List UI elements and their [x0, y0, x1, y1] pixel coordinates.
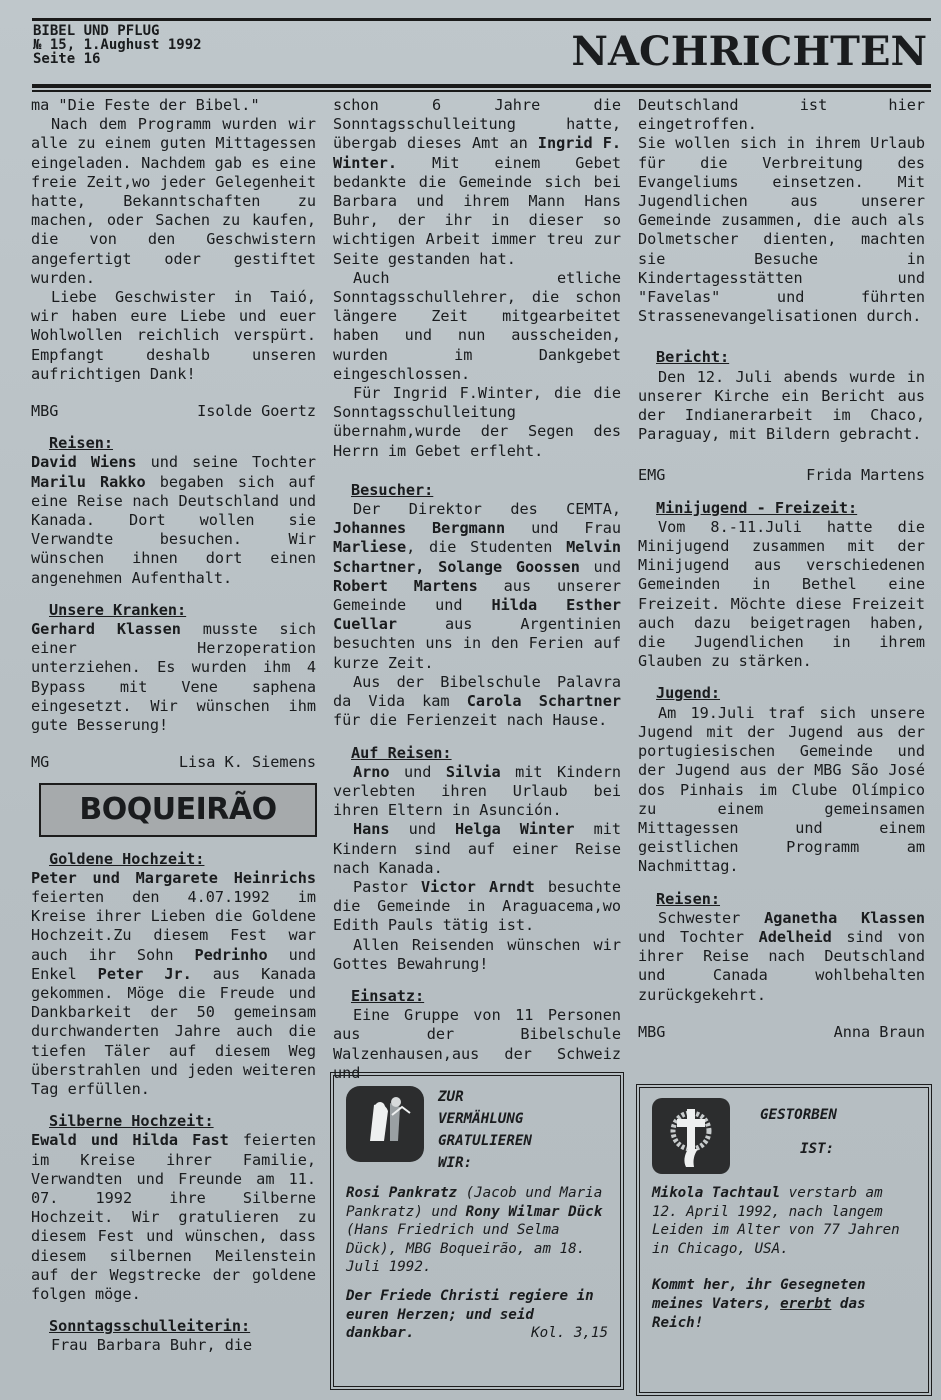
bible-verse: Kommt her, ihr Gesegneten meines Vaters, ererbt das Reich! [652, 1277, 866, 1331]
paragraph: Hans und Helga Winter mit Kindern sind auf einer Reise nach Kanada. [333, 820, 622, 877]
obituary-text: Mikola Tachtaul verstarb am 12. April 1992, nach langem Leiden im Alter von 77 Jahren in Chicago, USA. [652, 1185, 900, 1257]
signature-church: MBG [31, 402, 59, 421]
issue-number: № 15, 1.Aughust 1992 [33, 37, 202, 53]
heading-kranken: Unsere Kranken: [49, 600, 187, 619]
paragraph: Deutschland ist hier eingetroffen. [638, 96, 925, 134]
paragraph: Sie wollen sich in ihrem Urlaub für die Verbreitung des Evangeliums einsetzen. Mit Jugendlichen aus unserer Gemeinde zusammen, die auch als Dolmetscher dienten, machten sie Besuche in Kindertagesstätten und "Favelas" und führten Strassenevangelisationen durch. [638, 134, 925, 326]
column-2 [333, 96, 621, 1083]
top-rule [32, 18, 931, 21]
signature [31, 753, 316, 772]
paragraph: Allen Reisenden wünschen wir Gottes Bewahrung! [333, 935, 621, 973]
paragraph: Peter und Margarete Heinrichs feierten den 4.07.1992 im Kreise ihrer Lieben die Goldene Hochzeit.Zu diesem Fest war auch ihr Sohn Pedrinho und Enkel Peter Jr. aus Kanada gekommen. Möge die Freude und Dankbarkeit der 50 gemeinsam durchwanderten Jahre auch die tiefen Täler auf diesem Weg überstrahlen und jeden weiteren Tag erfüllen. [31, 868, 316, 1098]
heading-reisen: Reisen: [656, 889, 721, 908]
paragraph: Schwester Aganetha Klassen und Tochter Adelheid sind von ihrer Reise nach Deutschland und Canada wohlbehalten zurückgekehrt. [638, 908, 925, 1004]
heading-silberne-hochzeit: Silberne Hochzeit: [49, 1112, 214, 1131]
obituary-box [636, 1084, 932, 1396]
paragraph: Eine Gruppe von 11 Personen aus der Bibelschule Walzenhausen,aus der Schweiz und [333, 1006, 621, 1082]
heading-jugend: Jugend: [656, 684, 721, 703]
paragraph: Liebe Geschwister in Taió, wir haben eure Liebe und euer Wohlwollen reichlich verspürt. Empfangt deshalb unseren aufrichtigen Dank! [31, 288, 316, 383]
heading-bericht: Bericht: [656, 348, 730, 367]
signature-church: MBG [638, 1022, 666, 1041]
heading-besucher: Besucher: [351, 480, 434, 499]
heading-auf-reisen: Auf Reisen: [351, 743, 452, 762]
paragraph: Ewald und Hilda Fast feierten im Kreise ihrer Familie, Verwandten und Freunde am 11. 07. 1992 ihre Silberne Hochzeit. Wir gratulieren zu diesem Fest und wünschen, dass diesem silbernen Meilenstein auf der Wegstrecke der goldene folgen möge. [31, 1131, 316, 1303]
paragraph: Vom 8.-11.Juli hatte die Minijugend zusammen mit der Minijugend aus verschiedenen Gemeinden in Bethel eine Freizeit. Möchte diese Freizeit auch dazu beigetragen haben, die Jugendlichen in ihrem Glauben zu stärken. [638, 517, 925, 671]
page-number: Seite 16 [33, 51, 101, 67]
section-title: NACHRICHTEN [571, 28, 927, 75]
wedding-box-header [346, 1086, 608, 1174]
paragraph: Frau Barbara Buhr, die [51, 1336, 253, 1355]
obituary-box-title: GESTORBEN IST: [760, 1107, 837, 1157]
paragraph: Den 12. Juli abends wurde in unserer Kirche ein Bericht aus der Indianerarbeit im Chaco, Paraguay, mit Bildern gebracht. [638, 367, 925, 444]
signature-author: Anna Braun [833, 1022, 925, 1041]
heading-einsatz: Einsatz: [351, 986, 425, 1005]
paragraph: Am 19.Juli traf sich unsere Jugend mit der Jugend aus der portugiesischen Gemeinde und der Jugend aus der MBG São José dos Pinhais im Clube Olímpico zu einem gemeinsamen Mittagessen und einem geistlichen Programm am Nachmittag. [638, 703, 925, 876]
masthead [33, 24, 202, 66]
wedding-couple-icon [346, 1086, 424, 1162]
paragraph: Auch etliche Sonntagsschullehrer, die schon längere Zeit mitgearbeitet haben und nun ausscheiden, wurden im Dankgebet eingeschlossen. [333, 268, 621, 383]
wedding-box-title: ZUR VERMÄHLUNG GRATULIEREN WIR: [438, 1089, 532, 1171]
signature [31, 402, 316, 421]
signature [638, 466, 925, 485]
paragraph: schon 6 Jahre die Sonntagsschulleitung hatte, übergab dieses Amt an Ingrid F. Winter. Mit einem Gebet bedankte die Gemeinde sich bei Barbara und ihrem Mann Hans Buhr, der ihr in dieser so wichtigen Arbeit immer treu zur Seite gestanden hat. [333, 96, 621, 268]
paragraph: Nach dem Programm wurden wir alle zu einem guten Mittagessen eingeladen. Nachdem gab es eine freie Zeit,wo jeder Gelegenheit hatte, Bekanntschaften zu machen, oder Sachen zu kaufen, die von den Geschwistern angefertigt oder gestiftet wurden. [31, 115, 316, 287]
signature-church: EMG [638, 466, 666, 485]
heading-minijugend: Minijugend - Freizeit: [656, 498, 858, 517]
paragraph: Für Ingrid F.Winter, die die Sonntagsschulleitung übernahm,wurde der Segen des Herrn im Gebet erfleht. [333, 384, 621, 460]
paragraph: Pastor Victor Arndt besuchte die Gemeinde in Araguacema,wo Edith Pauls tätig ist. [333, 877, 621, 935]
bible-verse: Der Friede Christi regiere in euren Herzen; und seid dankbar. Kol. 3,15 [346, 1287, 608, 1342]
column-3 [638, 96, 925, 1052]
heading-reisen: Reisen: [49, 434, 114, 453]
signature-author: Frida Martens [806, 466, 925, 485]
column-1 [31, 96, 316, 1356]
paragraph: Der Direktor des CEMTA, Johannes Bergmann und Frau Marliese, die Studenten Melvin Schartner, Solange Goossen und Robert Martens aus unserer Gemeinde und Hilda Esther Cuellar aus Argentinien besuchten uns in den Ferien auf kurze Zeit. [333, 500, 621, 672]
cross-wreath-icon [652, 1098, 730, 1174]
verse-reference: Kol. 3,15 [531, 1325, 608, 1342]
paragraph: Aus der Bibelschule Palavra da Vida kam Carola Schartner für die Ferienzeit nach Hause. [333, 672, 621, 730]
header-rule-thin [32, 90, 931, 92]
heading-sonntagsschulleiterin: Sonntagsschulleiterin: [49, 1317, 251, 1336]
paragraph: Gerhard Klassen musste sich einer Herzoperation unterziehen. Es wurden ihm 4 Bypass mit Vene saphena eingesetzt. Wir wünschen ihm gute Besserung! [31, 620, 316, 735]
signature-church: MG [31, 753, 50, 772]
signature-author: Isolde Goertz [197, 402, 316, 421]
wedding-announcement-box [330, 1072, 624, 1390]
header-rule [32, 84, 931, 88]
heading-goldene-hochzeit: Goldene Hochzeit: [49, 849, 205, 868]
paragraph: Arno und Silvia mit Kindern verlebten ihren Urlaub bei ihren Eltern in Asunción. [333, 762, 621, 820]
paragraph: David Wiens und seine Tochter Marilu Rakko begaben sich auf eine Reise nach Deutschland und Kanada. Dort wollen sie Verwandte besuchen. Wir wünschen ihnen dort einen angenehmen Aufenthalt. [31, 453, 316, 587]
section-banner-boqueirao: BOQUEIRÃO [39, 783, 317, 837]
publication-name: BIBEL UND PFLUG [33, 23, 160, 39]
paragraph: ma "Die Feste der Bibel." [31, 96, 260, 114]
signature [638, 1023, 925, 1042]
signature-author: Lisa K. Siemens [178, 753, 316, 772]
obituary-box-header [652, 1098, 916, 1174]
wedding-text: Rosi Pankratz (Jacob und Maria Pankratz) und Rony Wilmar Dück (Hans Friedrich und Selma Dück), MBG Boqueirão, am 18. Juli 1992. [346, 1185, 603, 1276]
